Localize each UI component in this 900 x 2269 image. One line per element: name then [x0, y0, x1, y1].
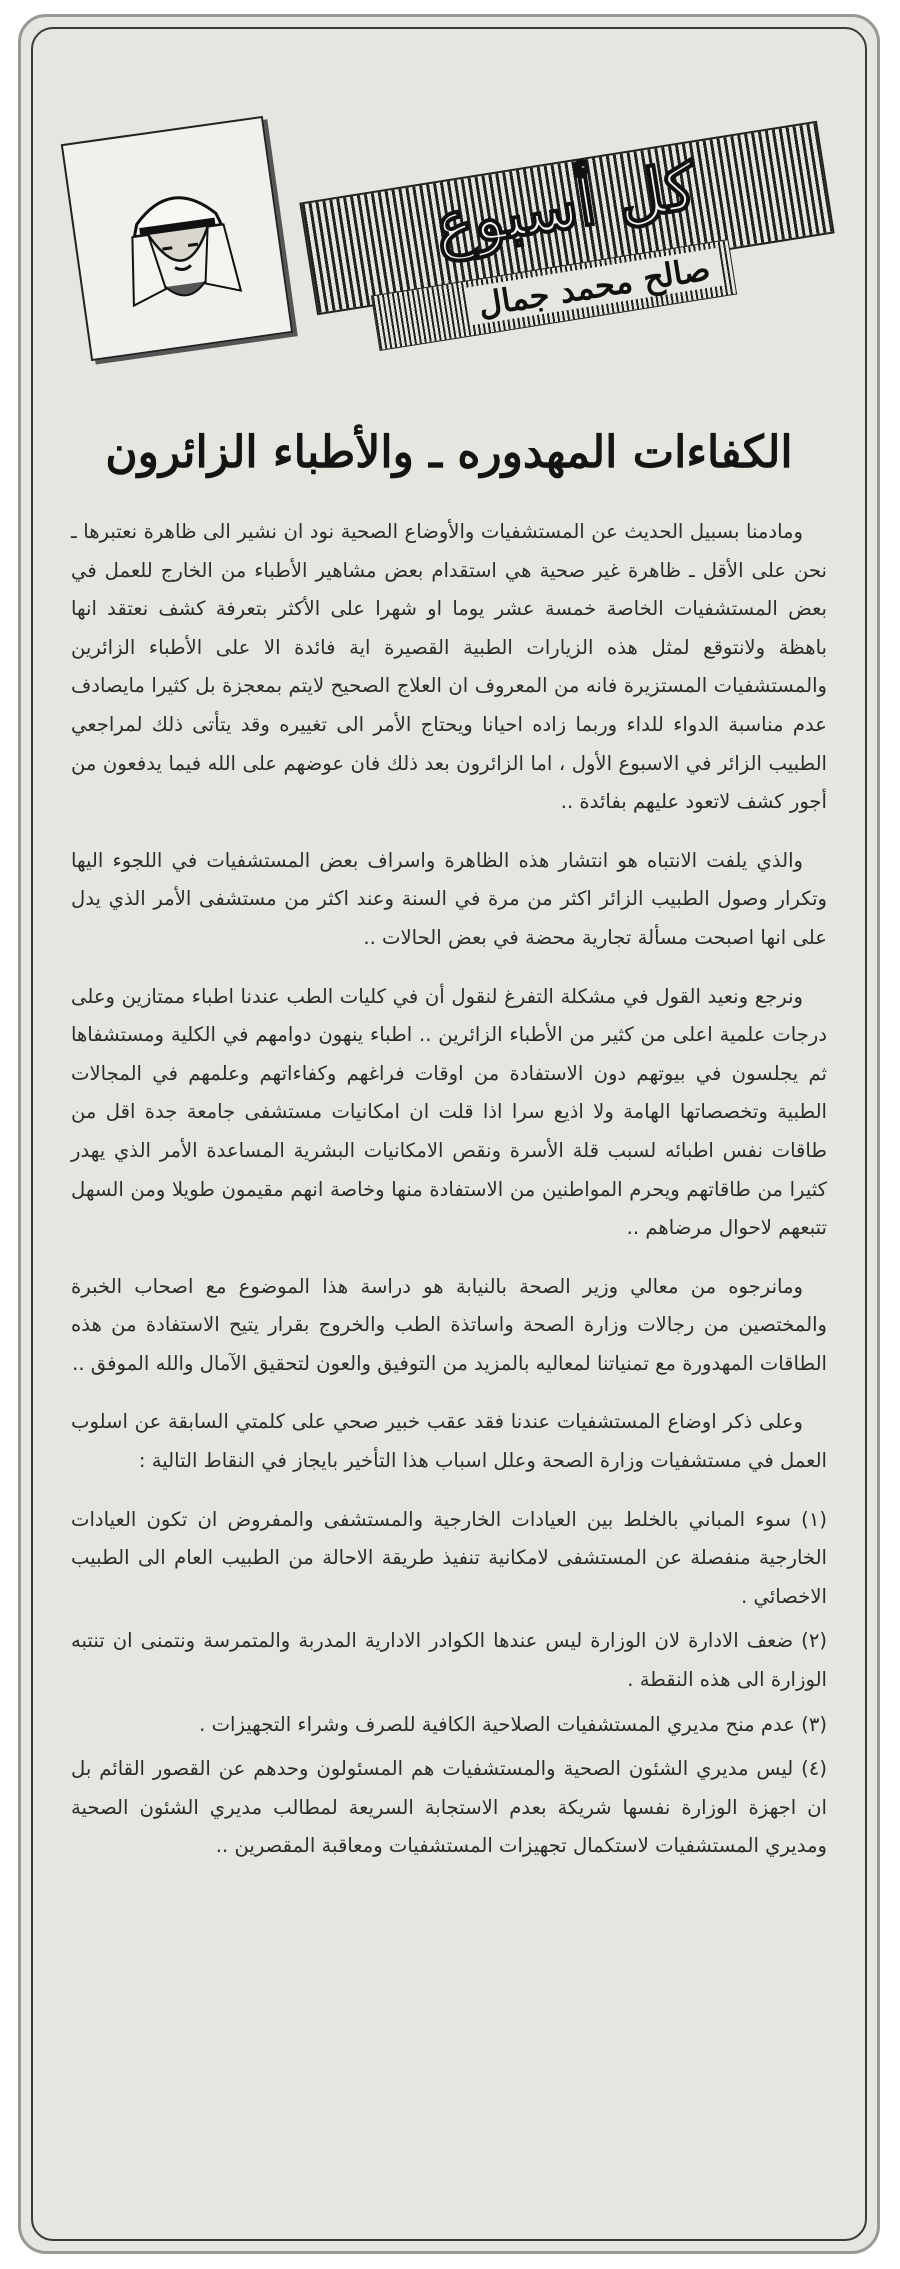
author-name: صالح محمد جمال: [464, 248, 725, 326]
list-item: (٤) ليس مديري الشئون الصحية والمستشفيات هم المسئولون وحدهم عن القصور القائم بل ان اجهزة الوزارة نفسها شريكة بعدم الاستجابة السريعة لمطالب مديري الشئون الصحية ومديري المستشفيات لاستكمال تجهيزات المستشفيات ومعاقبة المقصرين ..: [71, 1757, 827, 1858]
paragraph: ومانرجوه من معالي وزير الصحة بالنيابة هو دراسة هذا الموضوع مع اصحاب الخبرة والمختصين من رجالات وزارة الصحة واساتذة الطب والخروج بقرار يتيح الاستفادة من هذه الطاقات المهدورة مع تمنياتنا لمعاليه بالمزيد من التوفيق والعون لتحقيق الآمال والله الموفق ..: [71, 1274, 827, 1375]
article-headline: الكفاءات المهدوره ـ والأطباء الزائرون: [105, 427, 793, 478]
column-title: كل أسبوع: [429, 149, 702, 265]
paragraph: ومادمنا بسبيل الحديث عن المستشفيات والأوضاع الصحية نود ان نشير الى ظاهرة نعتبرها ـ نحن على الأقل ـ ظاهرة غير صحية هي استقدام بعض مشاهير الأطباء من الخارج للعمل في بعض المستشفيات الخاصة خمسة عشر يوما او شهرا على الأكثر بتعرفة كشف نعتقد انها باهظة ولانتوقع لمثل هذه الزيارات الطبية القصيرة اية فائدة الا على الأطباء الزائرين والمستشفيات المستزيرة فانه من المعروف ان العلاج الصحيح لايتم بمعجزة بل كثيرا مايصادف عدم مناسبة الدواء للداء وربما زاده احيانا ويحتاج الأمر الى تغييره وقد يتأتى ذلك لمراجعي الطبيب الزائر في الاسبوع الأول ، اما الزائرون بعد ذلك فان عوضهم على الله فيما يدفعون من أجور كشف لاتعود عليهم بفائدة ..: [71, 520, 827, 814]
list-item: (٣) عدم منح مديري المستشفيات الصلاحية الكافية للصرف وشراء التجهيزات .: [199, 1712, 827, 1736]
list-item: (٢) ضعف الادارة لان الوزارة ليس عندها الكوادر الادارية المدربة والمتمرسة ونتمنى ان تنتبه الوزارة الى هذه النقطة .: [71, 1629, 827, 1692]
paragraph: وعلى ذكر اوضاع المستشفيات عندنا فقد عقب خبير صحي على كلمتي السابقة عن اسلوب العمل في مستشفيات وزارة الصحة وعلل اسباب هذا التأخير بايجاز في النقاط التالية :: [71, 1410, 827, 1473]
article-body: [71, 513, 827, 1872]
column-header: [33, 29, 865, 419]
author-photo: [61, 116, 293, 361]
article-frame: [31, 27, 867, 2241]
list-item: (١) سوء المباني بالخلط بين العيادات الخارجية والمستشفى والمفروض ان تكون العيادات الخارجية منفصلة عن المستشفى لامكانية تنفيذ طريقة الاحالة من الطبيب العام الى الطبيب الاخصائي .: [71, 1507, 827, 1608]
newspaper-clipping: [18, 14, 880, 2254]
author-portrait-icon: [110, 159, 248, 314]
paragraph: ونرجع ونعيد القول في مشكلة التفرغ لنقول أن في كليات الطب عندنا اطباء ممتازين وعلى درجات علمية اعلى من كثير من الأطباء الزائرين .. اطباء ينهون دوامهم في الكلية ومستشفاها ثم يجلسون في بيوتهم دون الاستفادة من اوقات فراغهم وكفاءاتهم وعلمهم في المجالات الطبية وتخصصاتها الهامة ولا اذيع سرا اذا قلت ان امكانيات مستشفى جامعة جدة اقل من طاقات نفس اطبائه لسبب قلة الأسرة ونقص الامكانيات البشرية المساعدة الأمر الذي يهدر كثيرا من طاقاتهم ويحرم المواطنين من الاستفادة منها وخاصة انهم مقيمون طويلا ومن السهل تتبعهم لاحوال مرضاهم ..: [71, 984, 827, 1240]
paragraph: والذي يلفت الانتباه هو انتشار هذه الظاهرة واسراف بعض المستشفيات في اللجوء اليها وتكرار وصول الطبيب الزائر اكثر من مرة في السنة وعند اكثر من مستشفى الأمر الذي يدل على انها اصبحت مسألة تجارية محضة في بعض الحالات ..: [71, 848, 827, 949]
